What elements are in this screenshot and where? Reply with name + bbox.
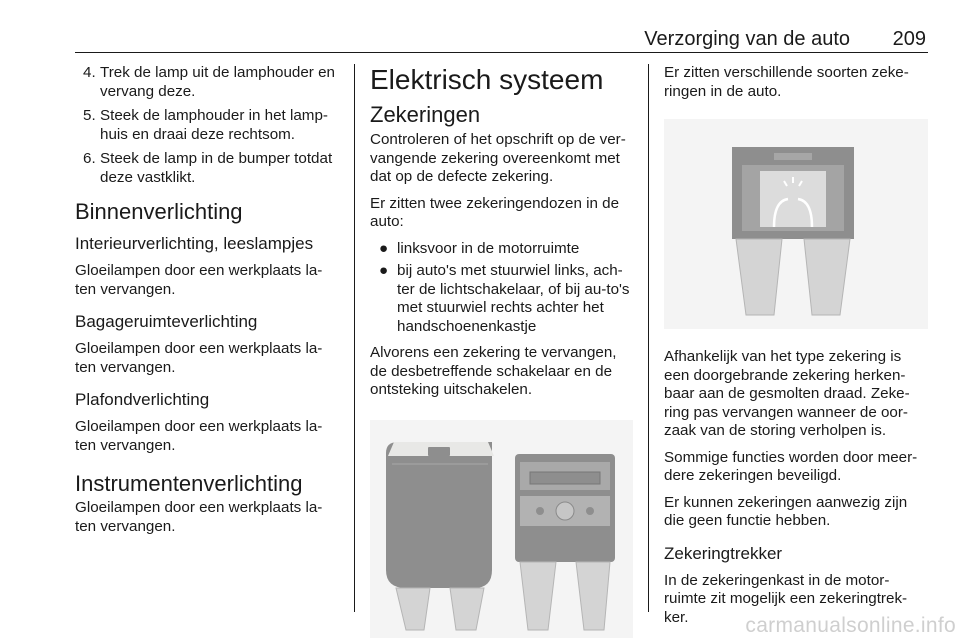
paragraph: Gloeilampen door een werkplaats la-ten vervangen. [75, 499, 323, 535]
column-middle [370, 64, 633, 643]
page-header [75, 26, 928, 53]
fuse-illustration-pair [370, 420, 633, 638]
page-number: 209 [892, 28, 926, 50]
bullet-list [370, 240, 633, 337]
paragraph: Er kunnen zekeringen aanwezig zijn die geen functie hebben. [664, 493, 908, 529]
section-heading-instrument: Instrumentenverlichting [75, 471, 303, 496]
paragraph: Sommige functies worden door meer-dere zekeringen beveiligd. [664, 448, 918, 484]
list-item: ● linksvoor in de motorruimte [379, 239, 580, 257]
section-heading-interior: Binnenverlichting [75, 199, 243, 224]
step-item: 6. Steek de lamp in de bumper totdat deze vastklikt. [83, 150, 333, 186]
watermark: carmanualsonline.info [745, 614, 956, 637]
fuse-illustration-blown [664, 119, 928, 329]
column-divider [648, 64, 649, 612]
paragraph: Controleren of het opschrift op de ver-vangende zekering overeenkomt met dat op de defecte zekering. [370, 131, 626, 185]
subsection-heading: Bagageruimteverlichting [75, 312, 258, 331]
paragraph: In de zekeringenkast in de motor-ruimte zit mogelijk een zekeringtrek-ker. [664, 571, 908, 626]
subsection-heading: Interieurverlichting, leeslampjes [75, 234, 314, 253]
column-right [664, 64, 928, 635]
paragraph: Gloeilampen door een werkplaats la-ten vervangen. [75, 262, 323, 298]
section-title: Elektrisch systeem [370, 64, 604, 95]
paragraph: Afhankelijk van het type zekering is een doorgebrande zekering herken-baar aan de gesmolten draad. Zeke-ring pas vervangen wanneer de oor-zaak van de storing verholpen is. [664, 348, 910, 439]
step-item: 4. Trek de lamp uit de lamphouder en vervang deze. [83, 64, 335, 100]
column-left [75, 64, 341, 544]
list-item: ● bij auto's met stuurwiel links, ach-ter de lichtschakelaar, of bij au-to's met stuurwiel rechts achter het handschoenenkastje [379, 262, 630, 335]
subsection-heading: Zekeringtrekker [664, 543, 783, 563]
paragraph: Er zitten twee zekeringendozen in de auto: [370, 194, 620, 230]
paragraph: Gloeilampen door een werkplaats la-ten vervangen. [75, 340, 323, 376]
column-divider [354, 64, 355, 612]
paragraph: Er zitten verschillende soorten zeke-ringen in de auto. [664, 64, 909, 100]
subsection-heading: Plafondverlichting [75, 390, 210, 409]
subsection-title: Zekeringen [370, 102, 481, 127]
paragraph: Alvorens een zekering te vervangen, de desbetreffende schakelaar en de ontsteking uitschakelen. [370, 344, 617, 398]
chapter-title: Verzorging van de auto [644, 28, 850, 50]
paragraph: Gloeilampen door een werkplaats la-ten vervangen. [75, 418, 323, 454]
step-item: 5. Steek de lamphouder in het lamp-huis en draai deze rechtsom. [83, 107, 328, 143]
step-list [75, 64, 341, 187]
